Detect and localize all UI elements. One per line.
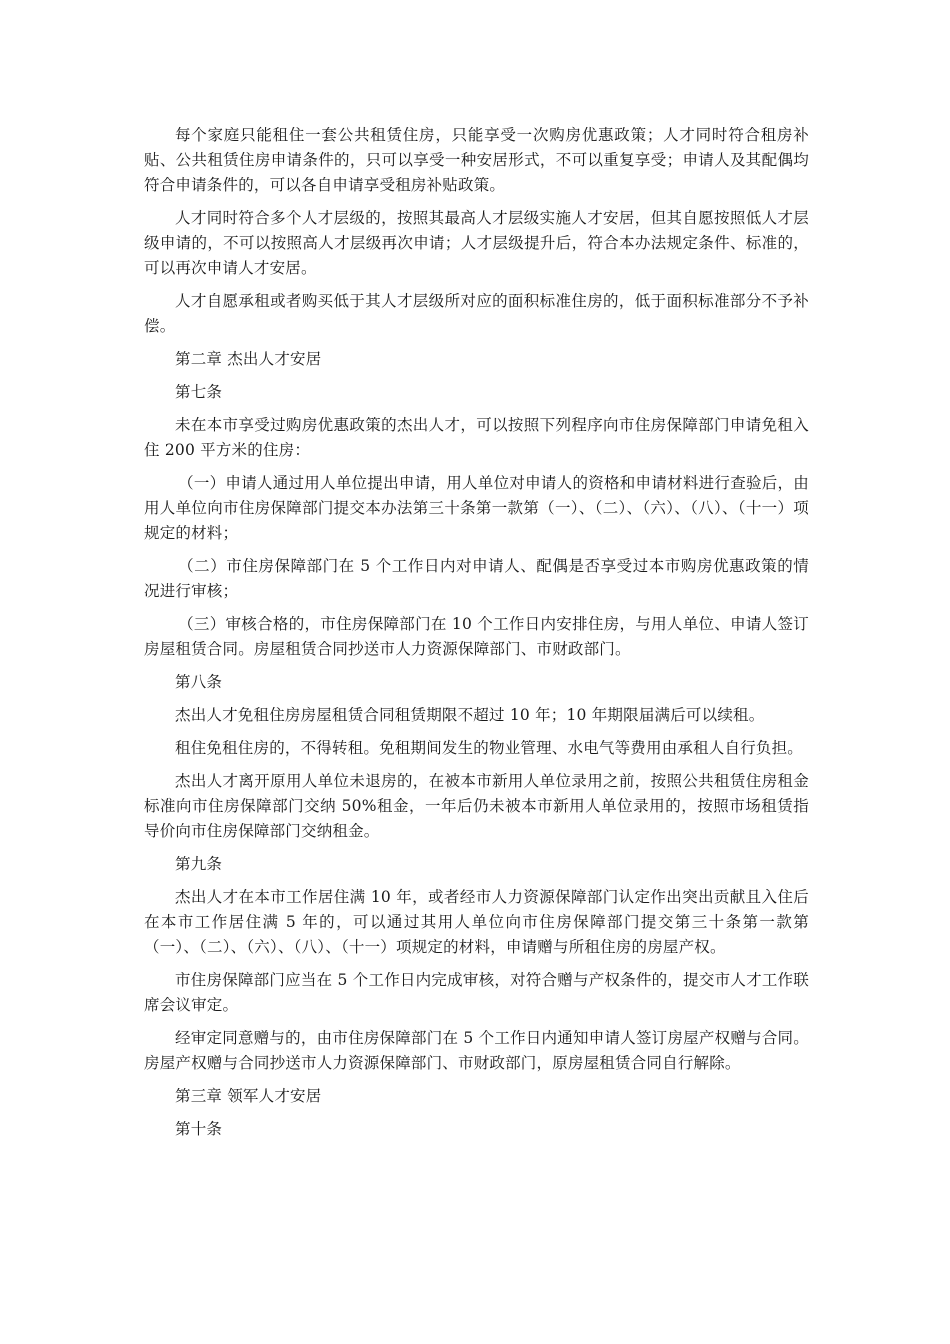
document-body <box>144 123 809 1150</box>
article-nine-heading: 第九条 <box>175 855 223 873</box>
paragraph-one-housing-per-family: 每个家庭只能租住一套公共租赁住房，只能享受一次购房优惠政策；人才同时符合租房补贴、公共租赁住房申请条件的，只可以享受一种安居形式，不可以重复享受；申请人及其配偶均符合申请条件的，可以各自申请享受租房补贴政策。 <box>144 126 809 194</box>
paragraph-article-seven-intro: 未在本市享受过购房优惠政策的杰出人才，可以按照下列程序向市住房保障部门申请免租入住 200 平方米的住房： <box>144 416 809 459</box>
paragraph-no-sublease: 租住免租住房的，不得转租。免租期间发生的物业管理、水电气等费用由承租人自行负担。 <box>175 739 804 757</box>
article-ten-heading: 第十条 <box>175 1120 223 1138</box>
paragraph-property-gift-application: 杰出人才在本市工作居住满 10 年，或者经市人力资源保障部门认定作出突出贡献且入住后在本市工作居住满 5 年的，可以通过其用人单位向市住房保障部门提交第三十条第一款第（一）、（二）、（六）、（八）、（十一）项规定的材料，申请赠与所租住房的房屋产权。 <box>144 888 809 956</box>
paragraph-leaving-employer: 杰出人才离开原用人单位未退房的，在被本市新用人单位录用之前，按照公共租赁住房租金标准向市住房保障部门交纳 50%租金，一年后仍未被本市新用人单位录用的，按照市场租赁指导价向市住房保障部门交纳租金。 <box>144 772 809 840</box>
list-item-step-two: （二）市住房保障部门在 5 个工作日内对申请人、配偶是否享受过本市购房优惠政策的情况进行审核； <box>144 557 809 600</box>
article-eight-heading: 第八条 <box>175 673 223 691</box>
list-item-step-one: （一）申请人通过用人单位提出申请，用人单位对申请人的资格和申请材料进行查验后，由用人单位向市住房保障部门提交本办法第三十条第一款第（一）、（二）、（六）、（八）、（十一）项规定的材料； <box>144 474 809 542</box>
paragraph-lower-area-standard: 人才自愿承租或者购买低于其人才层级所对应的面积标准住房的，低于面积标准部分不予补偿。 <box>144 292 809 335</box>
paragraph-multiple-talent-levels: 人才同时符合多个人才层级的，按照其最高人才层级实施人才安居，但其自愿按照低人才层级申请的，不可以按照高人才层级再次申请；人才层级提升后，符合本办法规定条件、标准的，可以再次申请人才安居。 <box>144 209 809 277</box>
list-item-step-three: （三）审核合格的，市住房保障部门在 10 个工作日内安排住房，与用人单位、申请人签订房屋租赁合同。房屋租赁合同抄送市人力资源保障部门、市财政部门。 <box>144 615 809 658</box>
paragraph-lease-term: 杰出人才免租住房房屋租赁合同租赁期限不超过 10 年；10 年期限届满后可以续租。 <box>175 706 765 724</box>
article-seven-heading: 第七条 <box>175 383 223 401</box>
paragraph-review-within-five-days: 市住房保障部门应当在 5 个工作日内完成审核，对符合赠与产权条件的，提交市人才工作联席会议审定。 <box>144 971 809 1014</box>
chapter-three-heading: 第三章 领军人才安居 <box>175 1087 322 1105</box>
chapter-two-heading: 第二章 杰出人才安居 <box>175 350 322 368</box>
paragraph-gift-contract: 经审定同意赠与的，由市住房保障部门在 5 个工作日内通知申请人签订房屋产权赠与合同。房屋产权赠与合同抄送市人力资源保障部门、市财政部门，原房屋租赁合同自行解除。 <box>144 1029 809 1072</box>
